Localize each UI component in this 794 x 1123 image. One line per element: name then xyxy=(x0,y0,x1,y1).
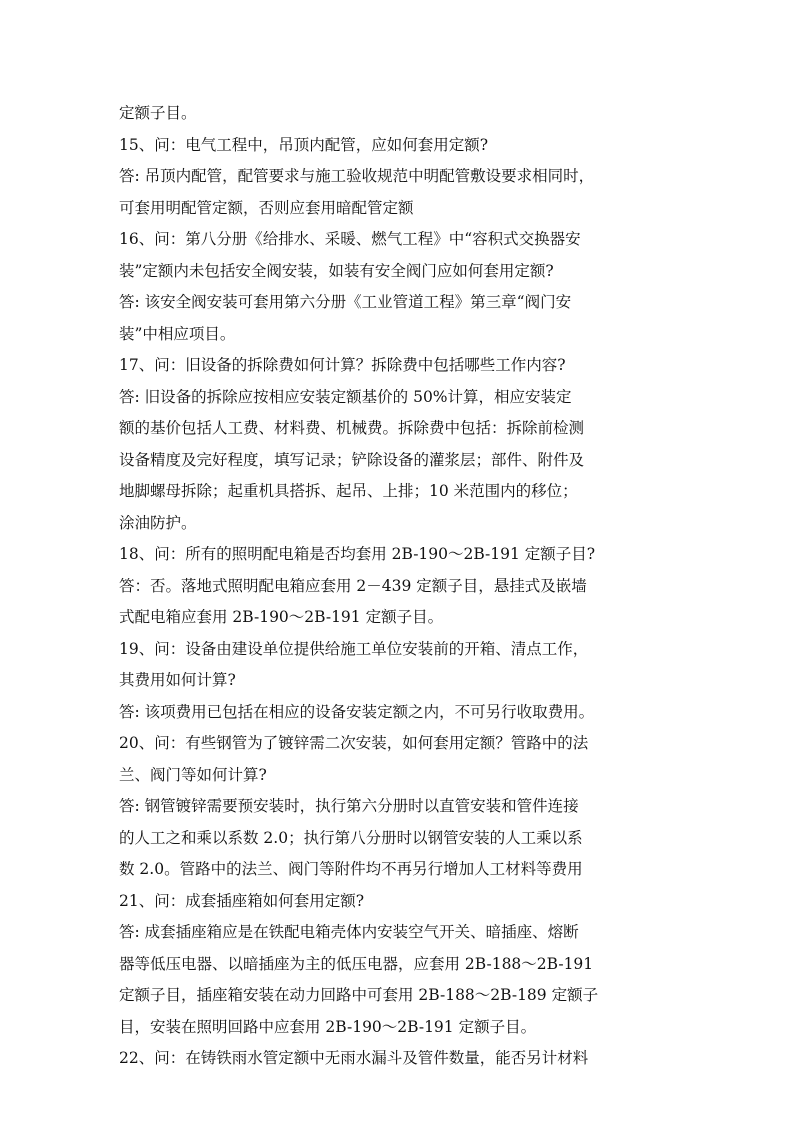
answer-16: 答: 该安全阀安装可套用第六分册《工业管道工程》第三章“阀门安 xyxy=(119,293,572,311)
text-line: 额的基价包括人工费、材料费、机械费。拆除费中包括：拆除前检测 xyxy=(119,419,585,437)
text-line: 可套用明配管定额，否则应套用暗配管定额 xyxy=(119,198,414,217)
text-line: 设备精度及完好程度，填写记录；铲除设备的灌浆层；部件、附件及 xyxy=(119,450,585,469)
text-line: 涂油防护。 xyxy=(119,513,197,532)
text-line: 其费用如何计算? xyxy=(119,671,236,689)
text-line: 装”定额内未包括安全阀安装，如装有安全阀门应如何套用定额? xyxy=(119,261,554,280)
text-line: 目，安装在照明回路中应套用 2B-190～2B-191 定额子目。 xyxy=(119,1017,537,1036)
text-line: 装”中相应项目。 xyxy=(119,324,236,343)
answer-21: 答: 成套插座箱应是在铁配电箱壳体内安装空气开关、暗插座、熔断 xyxy=(119,923,579,941)
text-line: 式配电箱应套用 2B-190～2B-191 定额子目。 xyxy=(119,608,444,626)
question-16: 16、问：第八分册《给排水、采暖、燃气工程》中“容积式交换器安 xyxy=(119,230,581,248)
question-21: 21、问：成套插座箱如何套用定额? xyxy=(119,891,365,910)
text-line: 兰、阀门等如何计算? xyxy=(119,765,267,784)
answer-17: 答: 旧设备的拆除应按相应安装定额基价的 50%计算，相应安装定 xyxy=(119,387,572,406)
text-line: 定额子目。 xyxy=(119,104,197,122)
question-19: 19、问：设备由建设单位提供给施工单位安装前的开箱、清点工作， xyxy=(119,639,589,658)
text-line: 地脚螺母拆除；起重机具搭拆、起吊、上排；10 米范围内的移位； xyxy=(119,482,578,500)
answer-20: 答: 钢管镀锌需要预安装时，执行第六分册时以直管安装和管件连接 xyxy=(119,797,579,815)
text-line: 定额子目，插座箱安装在动力回路中可套用 2B-188～2B-189 定额子 xyxy=(119,986,599,1004)
question-15: 15、问：电气工程中，吊顶内配管，应如何套用定额? xyxy=(119,135,489,154)
document-body xyxy=(119,98,679,1075)
question-18: 18、问：所有的照明配电箱是否均套用 2B-190～2B-191 定额子目? xyxy=(119,545,596,563)
answer-19: 答: 该项费用已包括在相应的设备安装定额之内，不可另行收取费用。 xyxy=(119,702,595,721)
text-line: 的人工之和乘以系数 2.0；执行第八分册时以钢管安装的人工乘以系 xyxy=(119,828,583,847)
question-17: 17、问：旧设备的拆除费如何计算？拆除费中包括哪些工作内容? xyxy=(119,356,566,374)
text-line: 数 2.0。管路中的法兰、阀门等附件均不再另行增加人工材料等费用 xyxy=(119,860,583,878)
answer-15: 答: 吊顶内配管，配管要求与施工验收规范中明配管敷设要求相同时， xyxy=(119,167,595,185)
question-20: 20、问：有些钢管为了镀锌需二次安装，如何套用定额？管路中的法 xyxy=(119,734,589,752)
question-22: 22、问：在铸铁雨水管定额中无雨水漏斗及管件数量，能否另计材料 xyxy=(119,1049,589,1067)
text-line: 器等低压电器、以暗插座为主的低压电器，应套用 2B-188～2B-191 xyxy=(119,954,594,973)
answer-18: 答：否。落地式照明配电箱应套用 2－439 定额子目，悬挂式及嵌墙 xyxy=(119,576,587,595)
